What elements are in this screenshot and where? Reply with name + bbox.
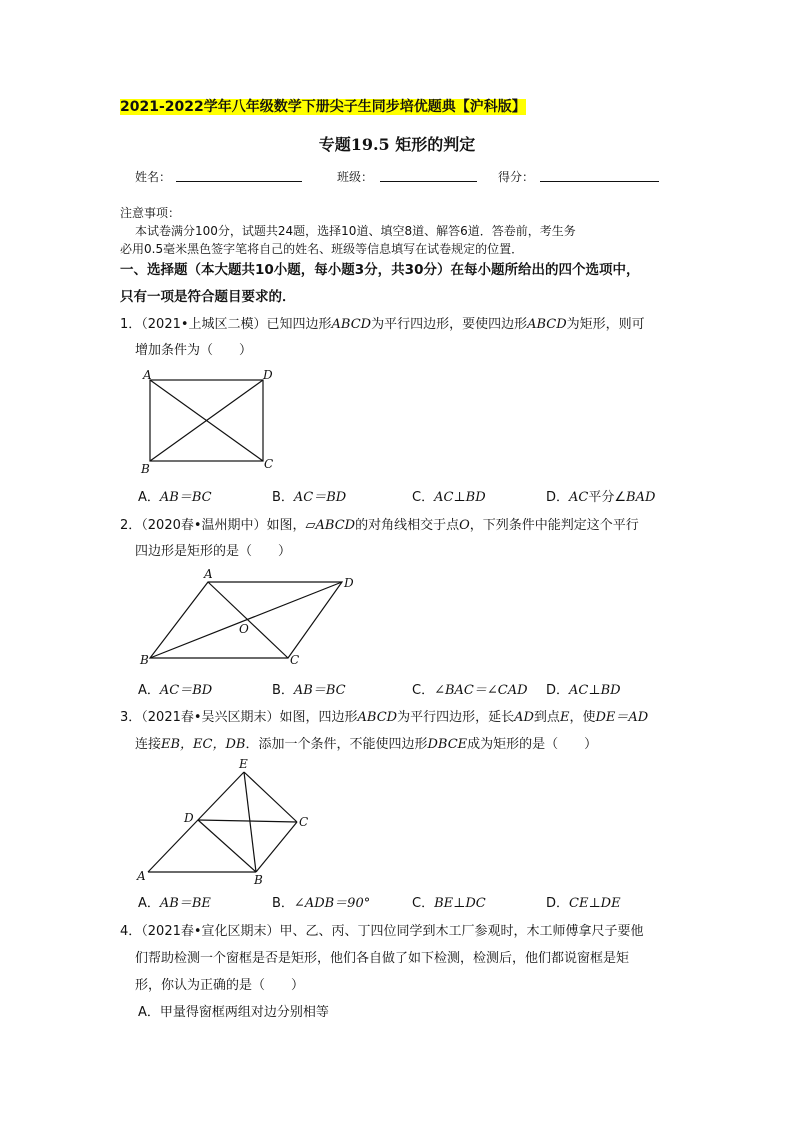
q3-var: EB，EC，DB bbox=[161, 737, 246, 752]
q3-line-ec bbox=[244, 772, 297, 822]
option-label: A． bbox=[138, 490, 160, 505]
q1-label-d: D bbox=[263, 368, 273, 382]
q3-var: DBCE bbox=[427, 737, 468, 752]
q2-option-d[interactable] bbox=[546, 679, 621, 698]
q3-option-d[interactable] bbox=[546, 892, 621, 911]
q1-line-1 bbox=[120, 313, 645, 332]
q3-text: 3．（2021春•吴兴区期末）如图，四边形 bbox=[120, 710, 358, 725]
name-field[interactable] bbox=[176, 181, 302, 182]
option-label: C． bbox=[412, 683, 435, 698]
option-expr: AC＝BD bbox=[159, 683, 213, 698]
q3-label-d: D bbox=[184, 811, 194, 825]
option-label: B． bbox=[272, 896, 294, 911]
q3-line-1 bbox=[120, 706, 648, 725]
option-label: A． bbox=[138, 896, 160, 911]
q3-line-ae bbox=[148, 772, 244, 872]
q3-text: 成为矩形的是（ ） bbox=[467, 737, 598, 752]
option-expr: CE⊥DE bbox=[569, 896, 621, 911]
q3-var: E bbox=[559, 710, 570, 725]
q2-text: 2．（2020春•温州期中）如图， bbox=[120, 518, 306, 533]
option-label: A． bbox=[138, 683, 160, 698]
q2-text: ，下列条件中能判定这个平行 bbox=[469, 518, 639, 533]
q3-label-b: B bbox=[254, 873, 263, 887]
q3-figure bbox=[134, 754, 318, 888]
q2-label-d: D bbox=[344, 576, 354, 590]
q3-line-eb bbox=[244, 772, 256, 872]
score-label: 得分： bbox=[498, 170, 535, 184]
option-label: B． bbox=[272, 490, 294, 505]
q2-line-2: 四边形是矩形的是（ ） bbox=[135, 544, 292, 559]
q1-label-c: C bbox=[264, 457, 274, 471]
option-expr: ∠ADB＝90° bbox=[293, 896, 371, 911]
option-label: B． bbox=[272, 683, 294, 698]
class-label: 班级： bbox=[337, 170, 374, 184]
q2-label-c: C bbox=[290, 653, 300, 667]
q1-line-2: 增加条件为（ ） bbox=[135, 343, 253, 358]
q3-option-c[interactable] bbox=[412, 892, 486, 911]
q3-line-cb bbox=[256, 822, 297, 872]
q3-var: ABCD bbox=[357, 710, 398, 725]
option-expr: AC bbox=[569, 490, 589, 505]
section-heading-line-2: 只有一项是符合题目要求的． bbox=[120, 289, 296, 305]
q3-label-e: E bbox=[239, 757, 248, 771]
header-title bbox=[120, 96, 526, 116]
page-title: 专题19.5 矩形的判定 bbox=[318, 135, 476, 154]
q1-label-a: A bbox=[143, 368, 152, 382]
q4-line-1: 4．（2021春•宣化区期末）甲、乙、丙、丁四位同学到木工厂参观时，木工师傅拿尺子要他 bbox=[120, 924, 644, 939]
q2-option-b[interactable] bbox=[272, 679, 346, 698]
option-expr: ∠BAC＝∠CAD bbox=[434, 683, 528, 698]
q3-option-b[interactable] bbox=[272, 892, 370, 911]
option-expr: BE⊥DC bbox=[434, 896, 486, 911]
option-expr: AC⊥BD bbox=[434, 490, 486, 505]
q1-var: ABCD bbox=[527, 317, 567, 332]
option-label: D． bbox=[546, 490, 570, 505]
q2-var: O bbox=[459, 518, 470, 533]
header-years: 2021-2022 bbox=[120, 99, 204, 115]
q1-text: 为矩形，则可 bbox=[566, 317, 645, 332]
q2-label-o: O bbox=[239, 622, 249, 636]
class-field[interactable] bbox=[380, 181, 477, 182]
option-expr: BAD bbox=[626, 490, 656, 505]
q4-option-a[interactable]: A．甲量得窗框两组对边分别相等 bbox=[138, 1005, 329, 1020]
option-expr: AB＝BC bbox=[293, 683, 346, 698]
q3-label-c: C bbox=[299, 815, 309, 829]
q2-diagonal-ac bbox=[208, 582, 288, 658]
q3-label-a: A bbox=[137, 869, 146, 883]
q3-text: 到点 bbox=[533, 710, 560, 725]
q2-line-1 bbox=[120, 514, 639, 533]
q1-option-c[interactable] bbox=[412, 486, 486, 505]
q4-line-3: 形，你认为正确的是（ ） bbox=[135, 978, 305, 993]
q1-text: 1．（2021•上城区二模）已知四边形 bbox=[120, 317, 332, 332]
q3-line-2 bbox=[135, 733, 597, 752]
q1-option-b[interactable] bbox=[272, 486, 346, 505]
q3-text: ．添加一个条件，不能使四边形 bbox=[245, 737, 428, 752]
q1-var: ABCD bbox=[331, 317, 372, 332]
option-label: D． bbox=[546, 896, 570, 911]
q3-text: 为平行四边形，延长 bbox=[397, 710, 515, 725]
option-expr: AB＝BE bbox=[159, 896, 211, 911]
q3-text: ，使 bbox=[569, 710, 596, 725]
name-label: 姓名： bbox=[135, 170, 172, 184]
notes-line-2: 必用0.5毫米黑色签字笔将自己的姓名、班级等信息填写在试卷规定的位置． bbox=[120, 242, 524, 256]
q3-option-a[interactable] bbox=[138, 892, 211, 911]
q1-figure bbox=[138, 364, 282, 476]
q3-line-dc bbox=[198, 820, 297, 822]
q3-text: 连接 bbox=[135, 737, 162, 752]
q2-var: ▱ABCD bbox=[305, 518, 356, 533]
q1-option-d[interactable] bbox=[546, 486, 655, 505]
section-heading-line-1: 一、选择题（本大题共10小题，每小题3分，共30分）在每小题所给出的四个选项中， bbox=[120, 262, 640, 278]
score-field[interactable] bbox=[540, 181, 659, 182]
option-label: C． bbox=[412, 896, 435, 911]
q2-label-b: B bbox=[140, 653, 149, 667]
q2-figure bbox=[136, 566, 370, 672]
option-expr: AC⊥BD bbox=[569, 683, 621, 698]
notes-heading: 注意事项： bbox=[120, 206, 181, 220]
q3-line-db bbox=[198, 820, 256, 872]
option-text: 平分∠ bbox=[588, 490, 627, 505]
q2-option-a[interactable] bbox=[138, 679, 212, 698]
q3-var: DE＝AD bbox=[595, 710, 649, 725]
q4-line-2: 们帮助检测一个窗框是否是矩形，他们各自做了如下检测，检测后，他们都说窗框是矩 bbox=[135, 951, 630, 966]
q1-option-a[interactable] bbox=[138, 486, 212, 505]
q1-label-b: B bbox=[141, 462, 150, 476]
q1-text: 为平行四边形，要使四边形 bbox=[371, 317, 528, 332]
q3-var: AD bbox=[514, 710, 534, 725]
q2-label-a: A bbox=[204, 567, 213, 581]
option-expr: AB＝BC bbox=[159, 490, 212, 505]
q2-text: 的对角线相交于点 bbox=[355, 518, 460, 533]
header-text: 学年八年级数学下册尖子生同步培优题典【沪科版】 bbox=[203, 99, 526, 115]
option-label: D． bbox=[546, 683, 570, 698]
q2-option-c[interactable] bbox=[412, 679, 528, 698]
notes-line-1: 本试卷满分100分，试题共24题，选择10道、填空8道、解答6道．答卷前，考生务 bbox=[135, 224, 576, 238]
option-expr: AC＝BD bbox=[293, 490, 347, 505]
option-label: C． bbox=[412, 490, 435, 505]
